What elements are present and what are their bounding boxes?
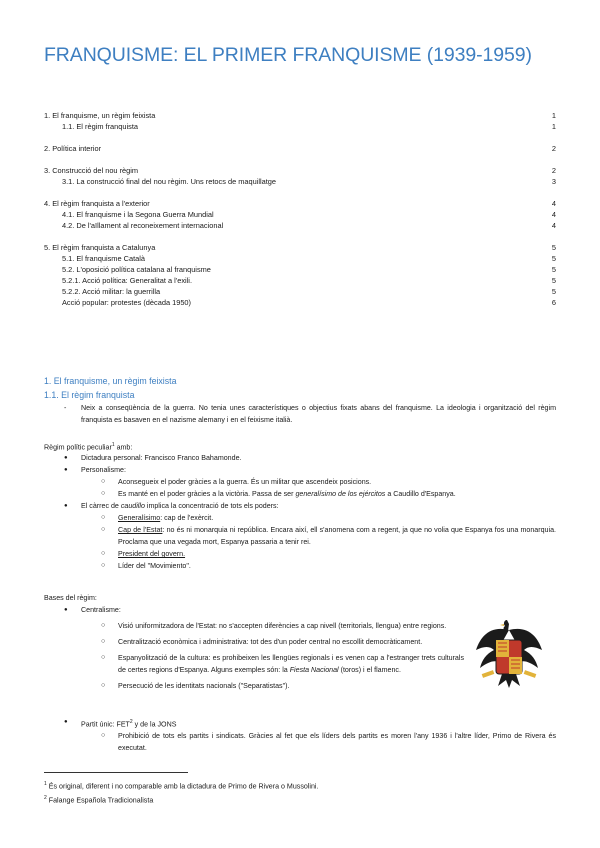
toc-entry[interactable]: [44, 253, 556, 264]
list-item-text: Es manté en el poder gràcies a la victòria. Passa de ser: [118, 490, 296, 498]
bullet-icon: ●: [64, 455, 68, 461]
toc-entry[interactable]: [44, 264, 556, 275]
footnote-number: 2: [44, 795, 47, 801]
toc-entry-text: 4. El règim franquista a l'exterior: [44, 199, 150, 208]
list-item: [44, 524, 556, 548]
circle-bullet-icon: ○: [101, 562, 106, 569]
toc-entry-text: 5.2.1. Acció política: Generalitat a l'exili.: [62, 276, 192, 285]
toc-entry-page: 2: [551, 144, 556, 153]
circle-bullet-icon: ○: [101, 526, 106, 533]
toc-entry-page: 5: [551, 287, 556, 296]
list-item: [44, 452, 556, 464]
toc-entry[interactable]: [44, 121, 556, 132]
footnote: [44, 781, 318, 790]
toc-entry[interactable]: [44, 143, 556, 154]
list-item-text: Líder del "Movimiento".: [118, 562, 191, 570]
toc-entry-text: 5.2.2. Acció militar: la guerrilla: [62, 287, 161, 296]
regim-label-end: amb:: [114, 443, 133, 452]
underlined-term: President del govern.: [118, 550, 186, 558]
list-item-text: Partit únic: FET: [81, 720, 130, 729]
circle-bullet-icon: ○: [101, 550, 106, 557]
toc-entry-page: 4: [551, 221, 556, 230]
partit-list: [44, 716, 556, 754]
list-item: [44, 464, 556, 476]
footnote-text: Falange Española Tradicionalista: [48, 796, 154, 805]
list-item-text: : no és ni monarquia ni república. Encara així, ell s'anomena com a regent, ja que no volia que Espanya fos una monarquia. Proclama que una vegada mort, Espanya passaria a tenir rei.: [118, 526, 556, 546]
list-item-text: Aconsegueix el poder gràcies a la guerra. És un militar que ascendeix posicions.: [118, 478, 372, 486]
list-item: [44, 500, 556, 512]
toc-entry-page: 5: [551, 254, 556, 263]
list-item: [44, 636, 464, 648]
toc-entry-page: 3: [551, 177, 556, 186]
list-item-text: implica la concentració de tots els poders:: [144, 502, 279, 510]
footnote-text: És original, diferent i no comparable amb la dictadura de Primo de Rivera o Mussolini.: [48, 782, 319, 791]
toc-entry-text: Acció popular: protestes (dècada 1950): [62, 298, 192, 307]
list-item: [44, 620, 464, 632]
toc-entry-page: 6: [551, 298, 556, 307]
underlined-term: Cap de l'Estat: [118, 526, 163, 534]
list-item: [44, 560, 556, 572]
list-item-text: Prohibició de tots els partits i sindicats. Gràcies al fet que els líders dels partits es moren l'any 1936 i l'altre líder, Primo de Rivera és executat.: [118, 732, 556, 753]
circle-bullet-icon: ○: [101, 654, 106, 661]
table-of-contents: [44, 110, 556, 308]
italic-term: Fiesta Nacional: [289, 666, 339, 674]
list-item: [44, 730, 556, 754]
list-item-text: Espanyolització de la cultura: es prohibeixen les llengües regionals i es venen cap a l'estranger trets culturals de certes regions d'Espanya. Alguns exemples són: la: [118, 654, 464, 674]
toc-entry[interactable]: [44, 110, 556, 121]
list-item-text: Centralisme:: [81, 606, 121, 614]
list-item: [44, 716, 556, 730]
toc-entry-page: 5: [551, 243, 556, 252]
intro-paragraph: [44, 402, 556, 426]
list-item-text: El càrrec de: [81, 502, 121, 510]
circle-bullet-icon: ○: [101, 732, 106, 740]
toc-entry[interactable]: [44, 176, 556, 187]
toc-entry[interactable]: [44, 286, 556, 297]
toc-entry-text: 3.1. La construcció final del nou règim. Uns retocs de maquillatge: [62, 177, 277, 186]
bullet-icon: ●: [64, 503, 68, 509]
bullet-icon: ●: [64, 467, 68, 473]
list-item: [44, 512, 556, 524]
circle-bullet-icon: ○: [101, 514, 106, 521]
footnote-number: 1: [44, 781, 47, 787]
toc-entry-text: 4.2. De l'aïllament al reconeixement internacional: [62, 221, 224, 230]
document-title: FRANQUISME: EL PRIMER FRANQUISME (1939-1959): [44, 44, 532, 66]
toc-entry[interactable]: [44, 297, 556, 308]
italic-term: generalísimo de los ejércitos: [295, 490, 386, 498]
dash-marker: -: [64, 404, 67, 412]
list-item-text: Dictadura personal: Francisco Franco Bahamonde.: [81, 454, 242, 462]
circle-bullet-icon: ○: [101, 638, 106, 645]
circle-bullet-icon: ○: [101, 682, 106, 689]
toc-entry[interactable]: [44, 242, 556, 253]
toc-entry-text: 5. El règim franquista a Catalunya: [44, 243, 156, 252]
toc-entry-text: 1.1. El règim franquista: [62, 122, 138, 131]
bullet-icon: ●: [64, 719, 68, 725]
regim-label: [44, 442, 132, 451]
list-item-text: : cap de l'exèrcit.: [160, 514, 214, 522]
footnote-divider: [44, 772, 188, 773]
toc-entry-page: 4: [551, 210, 556, 219]
footnote-ref[interactable]: 2: [129, 719, 133, 725]
circle-bullet-icon: ○: [101, 622, 106, 629]
toc-entry-text: 3. Construcció del nou règim: [44, 166, 139, 175]
toc-entry-page: 1: [551, 122, 556, 131]
toc-entry-page: 5: [551, 276, 556, 285]
subsection-heading: 1.1. El règim franquista: [44, 390, 135, 400]
toc-entry[interactable]: [44, 209, 556, 220]
list-item: [44, 680, 464, 692]
toc-entry[interactable]: [44, 165, 556, 176]
list-item: [44, 652, 464, 676]
bullet-icon: ●: [64, 607, 68, 613]
list-item-text: y de la JONS: [132, 720, 177, 729]
list-item: [44, 604, 464, 616]
toc-entry-text: 4.1. El franquisme i la Segona Guerra Mundial: [62, 210, 214, 219]
circle-bullet-icon: ○: [101, 478, 106, 485]
toc-entry-text: 5.2. L'oposició política catalana al franquisme: [62, 265, 211, 274]
italic-term: caudillo: [120, 502, 145, 510]
footnote-ref[interactable]: 1: [111, 442, 115, 448]
underlined-term: Generalísimo: [118, 514, 161, 522]
list-item-text: Personalisme:: [81, 466, 126, 474]
toc-entry-text: 2. Política interior: [44, 144, 102, 153]
circle-bullet-icon: ○: [101, 490, 106, 497]
list-item: [44, 548, 556, 560]
list-item-text: Visió uniformitzadora de l'Estat: no s'accepten diferències a cap nivell (territorials, llengua) entre regions.: [118, 622, 447, 630]
toc-entry-text: 5.1. El franquisme Català: [62, 254, 145, 263]
toc-entry[interactable]: [44, 275, 556, 286]
list-item-text: (toros) i el flamenc.: [338, 666, 401, 674]
toc-entry-text: 1. El franquisme, un règim feixista: [44, 111, 156, 120]
bases-label: Bases del règim:: [44, 594, 97, 602]
toc-entry-page: 4: [551, 199, 556, 208]
toc-entry[interactable]: [44, 220, 556, 231]
francoist-eagle-emblem-icon: [474, 616, 544, 692]
regim-list: [44, 452, 556, 572]
intro-text: Neix a conseqüència de la guerra. No tenia unes característiques o objectius fixats abans del franquisme. La ideologia i organització del règim franquista es basaven en el nazisme alemany i en el feixisme italià.: [81, 404, 556, 424]
list-item-text: a Caudillo d'Espanya.: [385, 490, 456, 498]
section-heading: 1. El franquisme, un règim feixista: [44, 376, 177, 386]
toc-entry-page: 2: [551, 166, 556, 175]
regim-label-text: Règim polític peculiar: [44, 443, 112, 452]
toc-entry-page: 1: [551, 111, 556, 120]
list-item-text: Centralització econòmica i administrativa: tot des d'un poder central no escollit democràticament.: [118, 638, 423, 646]
toc-entry-page: 5: [551, 265, 556, 274]
list-item-text: Persecució de les identitats nacionals ("Separatistas").: [118, 682, 290, 690]
footnote: [44, 795, 153, 804]
list-item: [44, 476, 556, 488]
toc-entry[interactable]: [44, 198, 556, 209]
list-item: [44, 488, 556, 500]
bases-list: [44, 604, 464, 692]
